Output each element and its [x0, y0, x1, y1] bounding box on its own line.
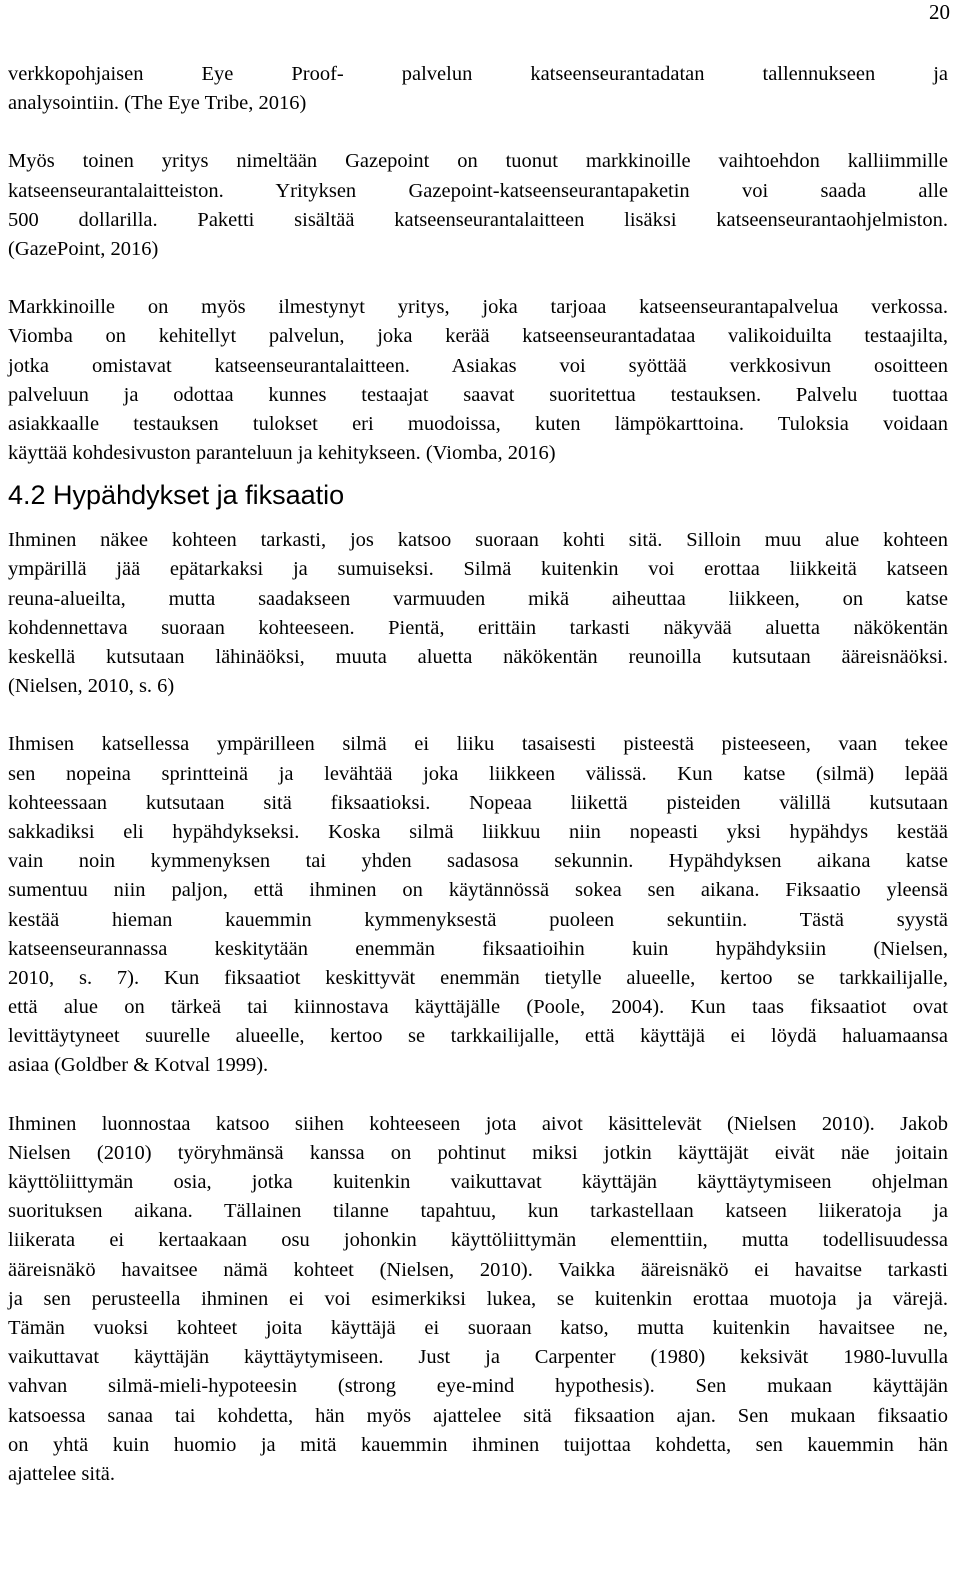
page-number: 20	[929, 0, 950, 24]
text-line: Myös toinen yritys nimeltään Gazepoint on tuonut markkinoille vaihtoehdon kalliimmille	[8, 150, 948, 173]
text-line: vain noin kymmenyksen tai yhden sadasosa sekunnin. Hypähdyksen aikana katse	[8, 850, 948, 873]
text-line: että alue on tärkeä tai kiinnostava käyttäjälle (Poole, 2004). Kun taas fiksaatiot ovat	[8, 996, 948, 1019]
paragraph-viomba	[8, 293, 948, 468]
text-line: Ihminen luonnostaa katsoo siihen kohteeseen jota aivot käsittelevät (Nielsen 2010). Jakob	[8, 1112, 948, 1135]
text-line: liikerata ei kertaakaan osu johonkin käyttöliittymän elementtiin, mutta todellisuudessa	[8, 1229, 948, 1252]
paragraph-peripheral-vision	[8, 1110, 948, 1489]
text-line: jotka omistavat katseenseurantalaitteen. Asiakas voi syöttää verkkosivun osoitteen	[8, 354, 948, 377]
text-line: Viomba on kehitellyt palvelun, joka kerää katseenseurantadataa valikoiduilta testaajilta,	[8, 325, 948, 348]
text-line: ja sen perusteella ihminen ei voi esimerkiksi lukea, se kuitenkin erottaa muotoja ja värejä.	[8, 1287, 948, 1310]
text-line: Ihmisen katsellessa ympärilleen silmä ei liiku tasaisesti pisteestä pisteeseen, vaan tekee	[8, 733, 948, 756]
text-line: palveluun ja odottaa kunnes testaajat saavat suoritettua testauksen. Palvelu tuottaa	[8, 383, 948, 406]
text-line: vahvan silmä-mieli-hypoteesin (strong eye-mind hypothesis). Sen mukaan käyttäjän	[8, 1375, 948, 1398]
paragraph-gazepoint	[8, 147, 948, 264]
paragraph-vision	[8, 526, 948, 701]
text-line: suorituksen aikana. Tällainen tilanne tapahtuu, kun tarkastellaan katseen liikeratoja ja	[8, 1200, 948, 1223]
section-heading: 4.2 Hypähdykset ja fiksaatio	[8, 480, 345, 511]
text-line: käyttää kohdesivuston paranteluun ja kehitykseen. (Viomba, 2016)	[8, 442, 556, 465]
text-line: Tämän vuoksi kohteet joita käyttäjä ei suoraan katso, mutta kuitenkin havaitsee ne,	[8, 1316, 948, 1339]
text-line: katseenseurannassa keskitytään enemmän fiksaatioihin kuin hypähdyksiin (Nielsen,	[8, 937, 948, 960]
text-line: verkkopohjaisen Eye Proof- palvelun katseenseurantadatan tallennukseen ja	[8, 63, 948, 85]
text-line: katseenseurantalaitteiston. Yrityksen Gazepoint-katseenseurantapaketin voi saada alle	[8, 179, 948, 202]
text-line: vaikuttavat käyttäjän käyttäytymiseen. Just ja Carpenter (1980) keksivät 1980-luvulla	[8, 1346, 948, 1369]
text-line: asiakkaalle testauksen tulokset eri muodoissa, kuten lämpökarttoina. Tuloksia voidaan	[8, 412, 948, 435]
text-line: sumentuu niin paljon, että ihminen on käytännössä sokea sen aikana. Fiksaatio yleensä	[8, 879, 948, 902]
text-line: kohteessaan kutsutaan sitä fiksaatioksi. Nopeaa liikettä pisteiden välillä kutsutaan	[8, 791, 948, 814]
paragraph-fixation	[8, 730, 948, 1080]
text-line: analysointiin. (The Eye Tribe, 2016)	[8, 92, 307, 115]
text-line: Markkinoille on myös ilmestynyt yritys, joka tarjoaa katseenseurantapalvelua verkossa.	[8, 296, 948, 319]
text-line: sen nopeina sprintteinä ja levähtää joka liikkeen välissä. Kun katse (silmä) lepää	[8, 762, 948, 785]
text-line: on yhtä kuin huomio ja mitä kauemmin ihminen tuijottaa kohdetta, sen kauemmin hän	[8, 1433, 948, 1456]
text-line: 2010, s. 7). Kun fiksaatiot keskittyvät enemmän tietylle alueelle, kertoo se tarkkailijalle,	[8, 966, 948, 989]
text-line: ajattelee sitä.	[8, 1462, 115, 1485]
text-line: käyttöliittymän osia, jotka kuitenkin vaikuttavat käyttäjän käyttäytymiseen ohjelman	[8, 1171, 948, 1193]
text-line: ympärillä jää epätarkaksi ja sumuiseksi. Silmä kuitenkin voi erottaa liikkeitä katseen	[8, 558, 948, 581]
text-line: kestää hieman kauemmin kymmenyksestä puoleen sekuntiin. Tästä syystä	[8, 908, 948, 931]
text-line: katsoessa sanaa tai kohdetta, hän myös ajattelee sitä fiksaation ajan. Sen mukaan fiksaatio	[8, 1404, 948, 1427]
text-line: keskellä kutsutaan lähinäöksi, muuta aluetta näkökentän reunoilla kutsutaan ääreisnäöksi.	[8, 646, 948, 668]
text-line: Ihminen näkee kohteen tarkasti, jos katsoo suoraan kohti sitä. Silloin muu alue kohteen	[8, 529, 948, 552]
text-line: kohdennettava suoraan kohteeseen. Pientä, erittäin tarkasti näkyvää aluetta näkökentän	[8, 616, 948, 639]
paragraph-eye-tribe	[8, 60, 948, 118]
text-line: reuna-alueilta, mutta saadakseen varmuuden mikä aiheuttaa liikkeen, on katse	[8, 587, 948, 610]
text-line: (Nielsen, 2010, s. 6)	[8, 675, 175, 698]
text-line: (GazePoint, 2016)	[8, 237, 159, 260]
text-line: ääreisnäkö havaitsee nämä kohteet (Nielsen, 2010). Vaikka ääreisnäkö ei havaitse tarkasti	[8, 1258, 948, 1281]
text-line: sakkadiksi eli hypähdykseksi. Koska silmä liikkuu niin nopeasti yksi hypähdys kestää	[8, 820, 948, 843]
text-line: 500 dollarilla. Paketti sisältää katseenseurantalaitteen lisäksi katseenseurantaohjelmiston.	[8, 208, 948, 231]
page-content	[8, 60, 948, 1489]
text-line: Nielsen (2010) työryhmänsä kanssa on pohtinut miksi jotkin käyttäjät eivät näe joitain	[8, 1141, 948, 1164]
text-line: asiaa (Goldber & Kotval 1999).	[8, 1054, 269, 1077]
text-line: levittäytyneet suurelle alueelle, kertoo se tarkkailijalle, että käyttäjä ei löydä haluamaansa	[8, 1025, 948, 1048]
